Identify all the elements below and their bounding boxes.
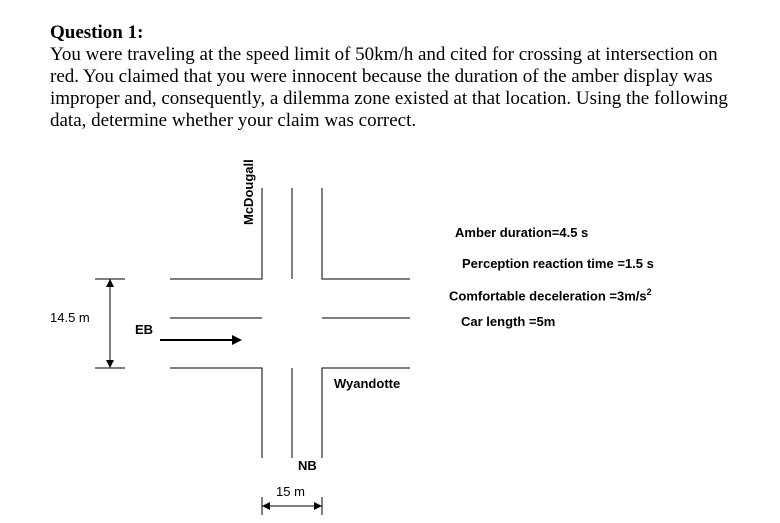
approach-label-eb: EB xyxy=(135,322,154,337)
lane-lines xyxy=(170,188,410,458)
dimension-ew-width xyxy=(95,279,125,368)
dimension-label-ew: 14.5 m xyxy=(50,310,90,325)
question-title: Question 1: xyxy=(50,22,144,43)
street-label-wyandotte: Wyandotte xyxy=(334,376,401,391)
eb-arrow xyxy=(160,335,242,345)
dimension-label-ns: 15 m xyxy=(276,484,305,499)
deceleration-exponent: 2 xyxy=(646,287,652,297)
question-line: improper and, consequently, a dilemma zone existed at that location. Using the following xyxy=(50,88,728,109)
question-line: You were traveling at the speed limit of 50km/h and cited for crossing at intersection on xyxy=(50,44,718,65)
given-amber-duration: Amber duration=4.5 s xyxy=(455,225,589,240)
deceleration-text: Comfortable deceleration =3m/s xyxy=(449,288,647,304)
question-line: red. You claimed that you were innocent because the duration of the amber display was xyxy=(50,66,713,87)
question-line: data, determine whether your claim was correct. xyxy=(50,110,417,131)
given-perception-reaction-time: Perception reaction time =1.5 s xyxy=(462,256,654,271)
road-edges xyxy=(170,188,410,458)
given-car-length: Car length =5m xyxy=(461,314,556,329)
dimension-ns-width xyxy=(262,497,322,515)
street-label-mcdougall: McDougall xyxy=(241,159,256,225)
approach-label-nb: NB xyxy=(298,458,317,473)
road-edge-ne xyxy=(322,188,410,279)
given-comfortable-deceleration xyxy=(449,287,652,303)
road-edge-sw xyxy=(170,368,262,458)
